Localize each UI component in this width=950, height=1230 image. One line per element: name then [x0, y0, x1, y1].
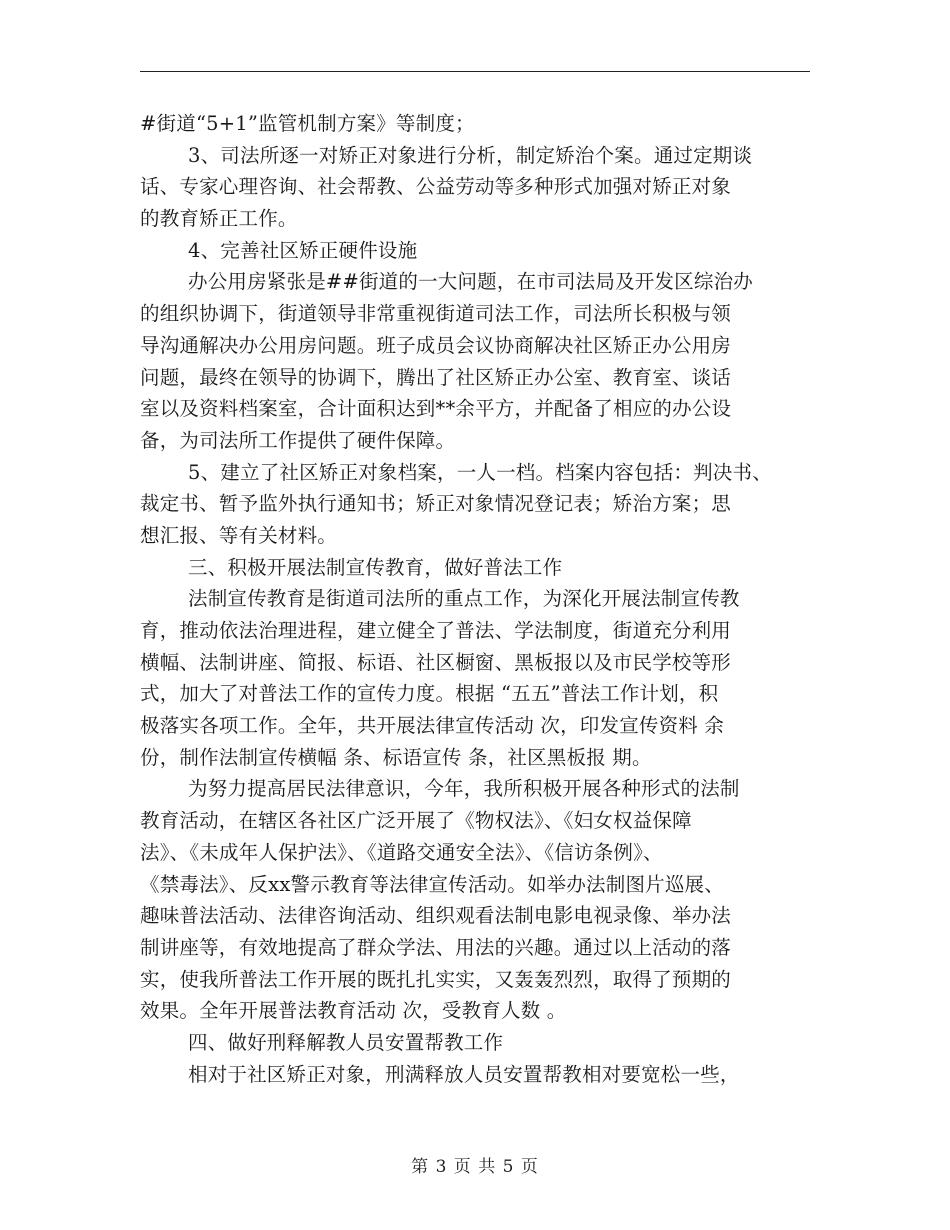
text-line: 话、专家心理咨询、社会帮教、公益劳动等多种形式加强对矫正对象 [140, 175, 732, 199]
header-rule [140, 71, 810, 72]
text-line: 相对于社区矫正对象，刑满释放人员安置帮教相对要宽松一些， [188, 1062, 740, 1086]
text-line: 备，为司法所工作提供了硬件保障。 [140, 428, 456, 452]
text-line: 的组织协调下，街道领导非常重视街道司法工作，司法所长积极与领 [140, 302, 732, 326]
text-line: 导沟通解决办公用房问题。班子成员会议协商解决社区矫正办公用房 [140, 333, 732, 357]
text-line: 4、完善社区矫正硬件设施 [188, 238, 418, 262]
text-line: 实，使我所普法工作开展的既扎扎实实，又轰轰烈烈，取得了预期的 [140, 967, 732, 991]
text-line: #街道“5+1”监管机制方案》等制度； [140, 112, 475, 135]
text-line: 四、做好刑释解教人员安置帮教工作 [188, 1030, 504, 1054]
text-line: 的教育矫正工作。 [140, 207, 298, 231]
text-line: 式，加大了对普法工作的宣传力度。根据 “五五”普法工作计划，积 [140, 682, 719, 706]
text-line: 5、建立了社区矫正对象档案，一人一档。档案内容包括：判决书、 [188, 460, 772, 484]
document-body [140, 108, 830, 1090]
text-line: 3、司法所逐一对矫正对象进行分析，制定矫治个案。通过定期谈 [188, 143, 753, 167]
text-line: 裁定书、暂予监外执行通知书；矫正对象情况登记表；矫治方案；思 [140, 492, 732, 516]
text-line: 想汇报、等有关材料。 [140, 523, 338, 547]
text-line: 法制宣传教育是街道司法所的重点工作，为深化开展法制宣传教 [188, 587, 740, 611]
text-line: 问题，最终在领导的协调下，腾出了社区矫正办公室、教育室、谈话 [140, 365, 732, 389]
text-line: 制讲座等，有效地提高了群众学法、用法的兴趣。通过以上活动的落 [140, 935, 732, 959]
text-line: 为努力提高居民法律意识，今年，我所积极开展各种形式的法制 [188, 777, 740, 801]
text-line: 三、积极开展法制宣传教育，做好普法工作 [188, 555, 563, 579]
text-line: 效果。全年开展普法教育活动 次，受教育人数 。 [140, 999, 567, 1023]
text-line: 教育活动，在辖区各社区广泛开展了《物权法》、《妇女权益保障 [140, 809, 692, 833]
text-line: 室以及资料档案室，合计面积达到**余平方，并配备了相应的办公设 [140, 397, 732, 421]
text-line: 趣味普法活动、法律咨询活动、组织观看法制电影电视录像、举办法 [140, 904, 732, 928]
text-line: 法》、《未成年人保护法》、《道路交通安全法》、《信访条例》、 [140, 840, 663, 864]
text-line: 横幅、法制讲座、简报、标语、社区橱窗、黑板报以及市民学校等形 [140, 650, 732, 674]
text-line: 极落实各项工作。全年，共开展法律宣传活动 次，印发宣传资料 余 [140, 714, 725, 738]
text-line: 份，制作法制宣传横幅 条、标语宣传 条，社区黑板报 期。 [140, 745, 652, 769]
text-line: 办公用房紧张是##街道的一大问题，在市司法局及开发区综治办 [188, 270, 753, 294]
text-line: 育，推动依法治理进程，建立健全了普法、学法制度，街道充分利用 [140, 619, 732, 642]
text-line: 《禁毒法》、反xx警示教育等法律宣传活动。如举办法制图片巡展、 [140, 872, 724, 896]
page-footer: 第 3 页 共 5 页 [411, 1157, 539, 1177]
